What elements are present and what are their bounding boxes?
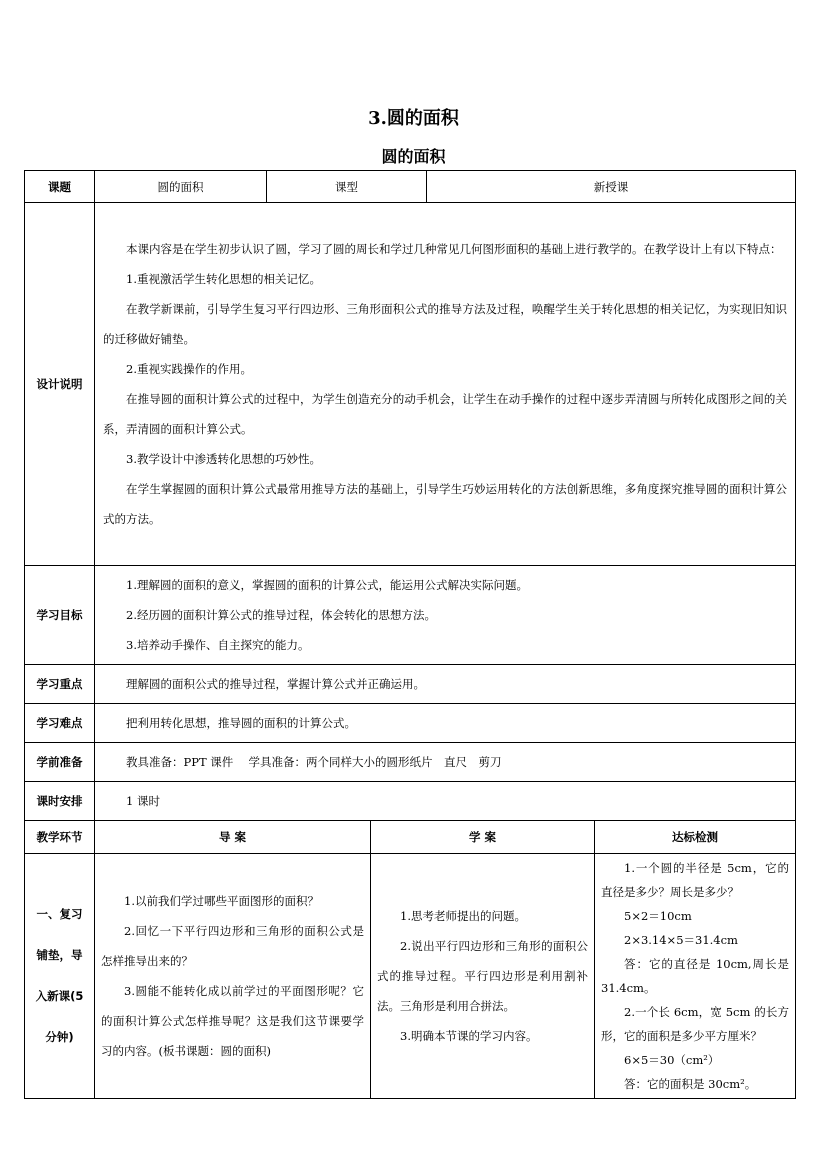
goals-row [25, 566, 796, 665]
design-paragraph: 在教学新课前，引导学生复习平行四边形、三角形面积公式的推导方法及过程，唤醒学生关于转化思想的相关记忆，为实现旧知识的迁移做好铺垫。 [103, 302, 787, 346]
stage-line: 铺垫，导 [36, 948, 83, 962]
stage-line: 分钟) [45, 1030, 74, 1044]
goal-item: 3.培养动手操作、自主探究的能力。 [126, 638, 310, 652]
preparation-label: 学前准备 [25, 743, 95, 782]
design-row [25, 203, 796, 566]
check-item: 1.一个圆的半径是 5cm，它的直径是多少？周长是多少？ [601, 861, 789, 899]
study-item: 3.明确本节课的学习内容。 [400, 1029, 538, 1043]
schedule-label: 课时安排 [25, 782, 95, 821]
study-header: 学 案 [371, 821, 595, 854]
check-item: 答：它的直径是 10cm,周长是 31.4cm。 [601, 957, 789, 995]
design-paragraph: 3.教学设计中渗透转化思想的巧妙性。 [126, 452, 321, 466]
key-point-row [25, 665, 796, 704]
design-paragraph: 在推导圆的面积计算公式的过程中，为学生创造充分的动手机会，让学生在动手操作的过程中逐步弄清圆与所转化成图形之间的关系，弄清圆的面积计算公式。 [103, 392, 787, 436]
lesson-header-row [25, 821, 796, 854]
goal-item: 2.经历圆的面积计算公式的推导过程，体会转化的思想方法。 [126, 608, 436, 622]
preparation-text: 教具准备：PPT 课件 学具准备：两个同样大小的圆形纸片 直尺 剪刀 [126, 755, 502, 769]
lesson-plan-table [24, 170, 796, 1099]
design-paragraph: 在学生掌握圆的面积计算公式最常用推导方法的基础上，引导学生巧妙运用转化的方法创新思维，多角度探究推导圆的面积计算公式的方法。 [103, 482, 787, 526]
type-value: 新授课 [427, 171, 796, 203]
key-point-text: 理解圆的面积公式的推导过程，掌握计算公式并正确运用。 [126, 677, 425, 691]
goal-item: 1.理解圆的面积的意义，掌握圆的面积的计算公式，能运用公式解决实际问题。 [126, 578, 528, 592]
design-paragraph: 1.重视激活学生转化思想的相关记忆。 [126, 272, 321, 286]
type-label: 课型 [267, 171, 427, 203]
guide-item: 1.以前我们学过哪些平面图形的面积？ [124, 894, 319, 908]
difficulty-label: 学习难点 [25, 704, 95, 743]
study-item: 2.说出平行四边形和三角形的面积公式的推导过程。平行四边形是利用割补法。三角形是利用合拼法。 [377, 939, 588, 1013]
stage-line: 入新课(5 [35, 989, 84, 1003]
stage-line: 一、复习 [36, 907, 83, 921]
stage-header: 教学环节 [25, 821, 95, 854]
guide-cell [95, 854, 371, 1099]
stage-cell [25, 854, 95, 1099]
schedule-row [25, 782, 796, 821]
goals-label: 学习目标 [25, 566, 95, 665]
check-item: 答：它的面积是 30cm²。 [624, 1077, 757, 1091]
topic-label: 课题 [25, 171, 95, 203]
study-item: 1.思考老师提出的问题。 [400, 909, 526, 923]
guide-header: 导 案 [95, 821, 371, 854]
design-label: 设计说明 [25, 203, 95, 566]
check-item: 6×5＝30（cm²） [624, 1053, 720, 1067]
check-header: 达标检测 [595, 821, 796, 854]
study-cell [371, 854, 595, 1099]
lesson-row [25, 854, 796, 1099]
check-cell [595, 854, 796, 1099]
check-item: 2×3.14×5＝31.4cm [624, 933, 738, 947]
difficulty-row [25, 704, 796, 743]
topic-value: 圆的面积 [95, 171, 267, 203]
guide-item: 2.回忆一下平行四边形和三角形的面积公式是怎样推导出来的？ [101, 924, 364, 968]
difficulty-text: 把利用转化思想，推导圆的面积的计算公式。 [126, 716, 356, 730]
key-point-label: 学习重点 [25, 665, 95, 704]
schedule-text: 1 课时 [126, 794, 160, 808]
header-row [25, 171, 796, 203]
check-item: 2.一个长 6cm，宽 5cm 的长方形，它的面积是多少平方厘米？ [601, 1005, 789, 1043]
check-item: 5×2＝10cm [624, 909, 692, 923]
document-subtitle: 圆的面积 [381, 147, 446, 166]
document-title: 3.圆的面积 [368, 108, 459, 129]
design-paragraph: 本课内容是在学生初步认识了圆，学习了圆的周长和学过几种常见几何图形面积的基础上进行教学的。在教学设计上有以下特点： [126, 242, 782, 256]
goals-content [95, 566, 796, 665]
preparation-row [25, 743, 796, 782]
guide-item: 3.圆能不能转化成以前学过的平面图形呢？它的面积计算公式怎样推导呢？这是我们这节课要学习的内容。(板书课题：圆的面积) [101, 984, 364, 1058]
design-content [95, 203, 796, 566]
design-paragraph: 2.重视实践操作的作用。 [126, 362, 252, 376]
